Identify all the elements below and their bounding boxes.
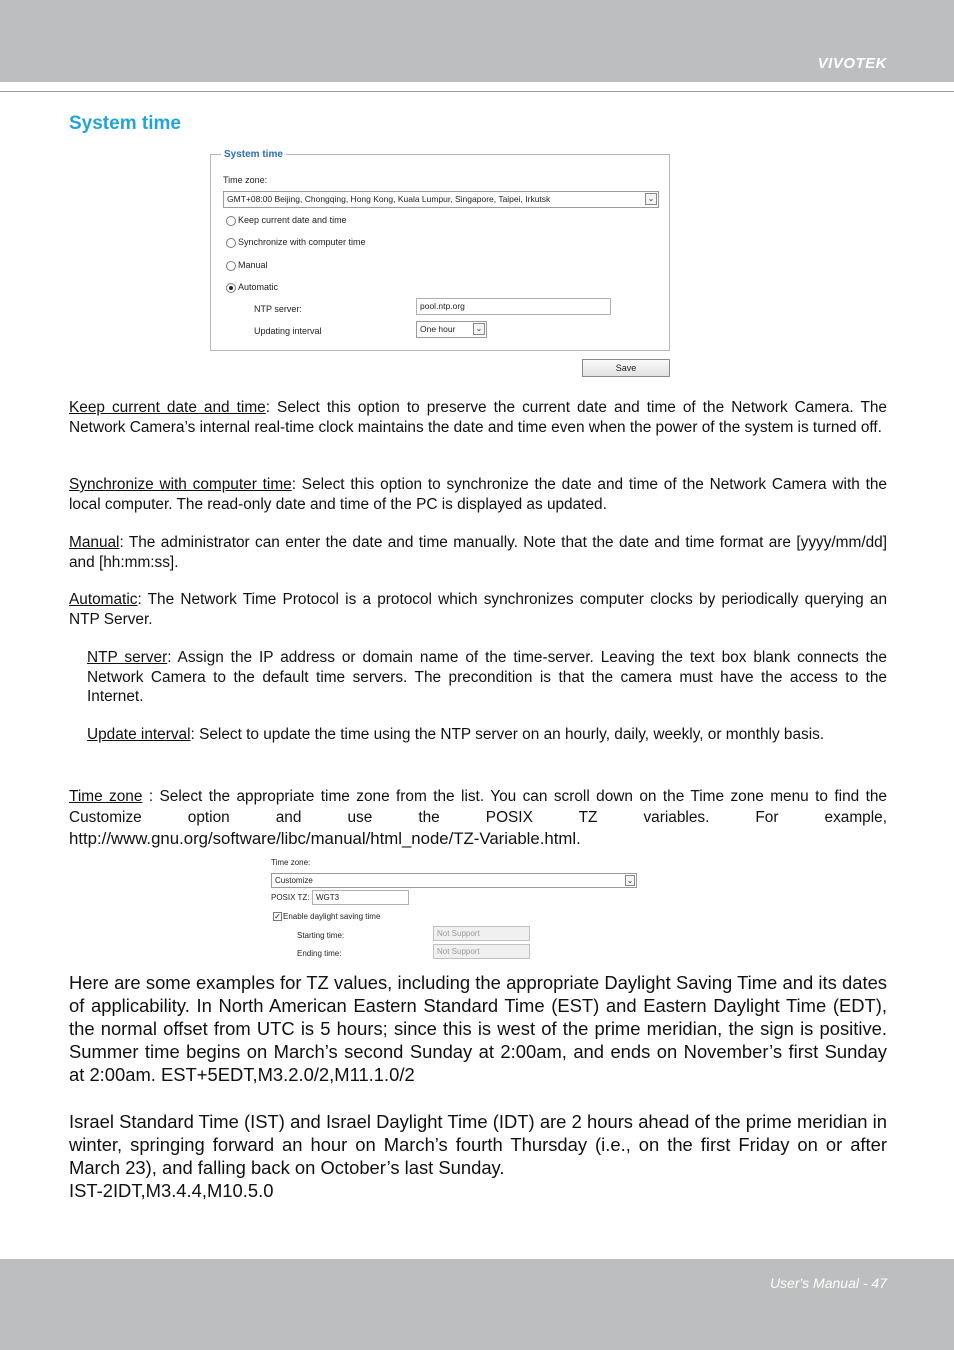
term-manual: Manual	[69, 534, 120, 551]
page-footer	[0, 1259, 954, 1350]
posix-tz-label: POSIX TZ:	[271, 893, 310, 902]
paragraph-manual	[69, 533, 887, 572]
desc-time-zone: : Select the appropriate time zone from the list. You can scroll down on the Time zone menu to find the Customize option and use the POSIX TZ variables. For example,	[69, 788, 887, 826]
chevron-down-icon: ⌄	[645, 193, 657, 205]
paragraph-ntp-server	[87, 648, 887, 707]
desc-keep-current: : Select this option to preserve the current date and time of the Network Camera. The Network Camera’s internal real-time clock maintains the date and time even when the power of the system is turned off.	[69, 399, 887, 436]
time-zone-label-2: Time zone:	[271, 858, 311, 867]
updating-interval-label: Updating interval	[254, 326, 322, 336]
paragraph-sync-computer	[69, 475, 887, 514]
brand-logo-text: VIVOTEK	[817, 55, 887, 72]
ending-time-input[interactable]: Not Support	[433, 944, 530, 959]
paragraph-est-example: Here are some examples for TZ values, including the appropriate Daylight Saving Time and its dates of applicability. In North American Eastern Standard Time (EST) and Eastern Daylight Time (EDT), the normal offset from UTC is 5 hours; since this is west of the prime meridian, the sign is positive. Summer time begins on March’s second Sunday at 2:00am, and ends on November’s first Sunday at 2:00am. EST+5EDT,M3.2.0/2,M11.1.0/2	[69, 972, 887, 1085]
dst-label: Enable daylight saving time	[283, 912, 381, 921]
desc-automatic: : The Network Time Protocol is a protocol which synchronizes computer clocks by periodically querying an NTP Server.	[69, 591, 887, 628]
page-number: User's Manual - 47	[769, 1275, 887, 1291]
term-sync-computer: Synchronize with computer time	[69, 476, 292, 493]
starting-time-input[interactable]: Not Support	[433, 926, 530, 941]
ending-time-label: Ending time:	[297, 949, 342, 958]
time-zone-select[interactable]	[223, 191, 659, 208]
posix-tz-input[interactable]: WGT3	[312, 890, 409, 905]
desc-ntp-server: : Assign the IP address or domain name of the time-server. Leaving the text box blank connects the Network Camera to the default time servers. The precondition is that the camera must have the access to the Internet.	[87, 649, 887, 705]
panel-legend: System time	[221, 149, 286, 160]
term-ntp-server: NTP server	[87, 649, 168, 666]
ist-code: IST-2IDT,M3.4.4,M10.5.0	[69, 1180, 274, 1201]
radio-sync-computer[interactable]	[226, 238, 236, 248]
desc-manual: : The administrator can enter the date and time manually. Note that the date and time format are [yyyy/mm/dd] and [hh:mm:ss].	[69, 534, 887, 571]
time-zone-label: Time zone:	[223, 175, 268, 185]
radio-automatic[interactable]	[226, 283, 236, 293]
paragraph-keep-current	[69, 398, 887, 437]
tz-variable-link[interactable]: http://www.gnu.org/software/libc/manual/html_node/TZ-Variable.html.	[69, 829, 581, 848]
page-header	[0, 0, 954, 82]
radio-keep-current[interactable]	[226, 216, 236, 226]
desc-update-interval: : Select to update the time using the NTP server on an hourly, daily, weekly, or monthly basis.	[190, 726, 825, 743]
customize-tz-panel	[266, 855, 641, 965]
ntp-server-input[interactable]: pool.ntp.org	[416, 298, 611, 315]
system-time-panel	[210, 149, 670, 351]
starting-time-label: Starting time:	[297, 931, 345, 940]
header-divider	[0, 91, 954, 92]
paragraph-update-interval	[87, 725, 887, 745]
radio-manual[interactable]	[226, 261, 236, 271]
time-zone-select-2[interactable]	[271, 873, 637, 888]
desc-sync-computer: : Select this option to synchronize the date and time of the Network Camera with the local computer. The read-only date and time of the PC is displayed as updated.	[69, 476, 887, 513]
option-label-sync-computer: Synchronize with computer time	[238, 237, 366, 247]
save-button[interactable]: Save	[582, 359, 670, 377]
chevron-down-icon: ⌄	[626, 876, 634, 885]
option-label-automatic: Automatic	[238, 282, 279, 292]
section-title: System time	[69, 113, 181, 134]
paragraph-ist-example	[69, 1110, 887, 1202]
chevron-down-icon: ⌄	[473, 323, 485, 335]
paragraph-automatic	[69, 590, 887, 629]
dst-checkbox[interactable]: ✓	[274, 912, 281, 921]
time-zone-value: GMT+08:00 Beijing, Chongqing, Hong Kong, Kuala Lumpur, Singapore, Taipei, Irkutsk	[227, 194, 551, 204]
option-label-manual: Manual	[238, 260, 268, 270]
paragraph-time-zone	[69, 786, 887, 850]
term-time-zone: Time zone	[69, 788, 143, 805]
term-update-interval: Update interval	[87, 726, 191, 743]
ist-description: Israel Standard Time (IST) and Israel Daylight Time (IDT) are 2 hours ahead of the prime meridian in winter, springing forward an hour on March’s fourth Thursday (i.e., on the first Friday on or after March 23), and falling back on October’s last Sunday.	[69, 1111, 887, 1178]
updating-interval-value: One hour	[420, 324, 456, 334]
updating-interval-select[interactable]	[416, 321, 487, 338]
option-label-keep-current: Keep current date and time	[238, 215, 347, 225]
term-automatic: Automatic	[69, 591, 138, 608]
term-keep-current: Keep current date and time	[69, 399, 266, 416]
ntp-server-label: NTP server:	[254, 304, 302, 314]
time-zone-value-2: Customize	[275, 876, 313, 885]
